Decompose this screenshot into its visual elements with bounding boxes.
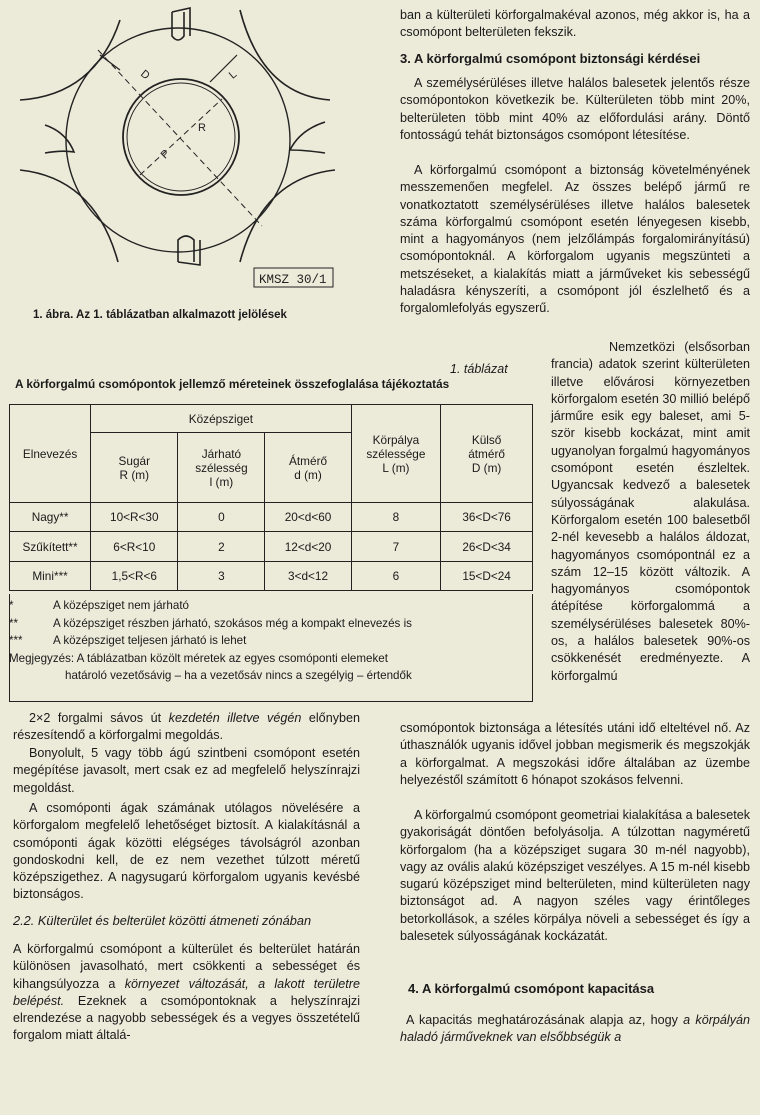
right-p3-wide: csomópontok biztonsága a létesítés utáni idő elteltével nő. Az úthasználók ugyanis idővel jobban megismerik és megszokják a körforgalmat. A megszokási időre általában az üzembe helyezéstől számított 6 hónapot szokásos felvenni. <box>400 721 750 787</box>
table-title: A körforgalmú csomópontok jellemző méreteinek összefoglalása tájékoztatás <box>15 377 450 391</box>
header-outer: Külső átmérő D (m) <box>441 405 533 503</box>
right-p1: A személysérüléses illetve halálos balesetek jelentős része csomópontokon következik be. Külterületen több mint 20%, belterületen több mint 40% az előfordulási arány. Döntő fontosságú tehát biztonságos csomópont létesítése. <box>400 76 750 142</box>
header-island: Középsziget <box>91 405 352 433</box>
section-2-2-heading: 2.2. Külterület és belterület közötti átmeneti zónában <box>13 913 312 928</box>
dimensions-table <box>9 404 533 591</box>
section-3-heading: 3. A körforgalmú csomópont biztonsági kérdései <box>400 51 701 66</box>
table-notes: * A középsziget nem járható ** A középsziget részben járható, szokásos még a kompakt elnevezés is *** A középsziget teljesen járható is lehet Megjegyzés: A táblázatban közölt méretek az egyes csomóponti elemeket határoló vezetősávig – ha a vezetősáv nincs a szegélyig – értendők <box>9 599 412 682</box>
left-p1: 2×2 forgalmi sávos út kezdetén illetve végén előnyben részesítendő a körforgalmi megoldás. <box>13 711 361 743</box>
header-lane: Körpálya szélessége L (m) <box>351 405 441 503</box>
left-p3: A csomóponti ágak számának utólagos növelésére a körforgalom megfelelő lehetőséget biztosít. A kialakításnál a csomóponti ágak közötti elégséges távolságról azonban gondoskodni kell, de ez nem vezethet túlzott méretű középszigethez. A nagysugarú körforgalom ugyanis kevésbé biztonságos. <box>13 801 360 902</box>
table-number: 1. táblázat <box>450 362 508 376</box>
table-row: Nagy** 10<R<30 0 20<d<60 8 36<D<76 <box>10 503 533 532</box>
label-d: D <box>138 67 152 83</box>
roundabout-figure <box>0 0 345 295</box>
right-p0: ban a külterületi körforgalmakéval azonos, még akkor is, ha a csomópont belterületen fekszik. <box>400 8 750 40</box>
label-l: L <box>226 68 240 82</box>
figure-caption: 1. ábra. Az 1. táblázatban alkalmazott jelölések <box>33 309 287 321</box>
right-p2: A körforgalmú csomópont a biztonság követelményének messzemenően megfelel. Az összes belépő jármű re vonatkoztatott személysérüléses illetve halálos balesetek száma körforgalmú csomópont esetén lényegesen kisebb, mint a hagyományos (nem jelzőlámpás forgalomirányítású) csomópontoknál. A körforgalom ugyanis megszünteti a metszéseket, a kialakítás miatt a járműveket kis sebességű haladásra kényszeríti, a csomópont jól észlelhető és a forgalomlefolyás egyszerű. <box>400 163 750 316</box>
header-diameter: Átmérő d (m) <box>265 433 351 503</box>
header-width: Járható szélesség l (m) <box>178 433 265 503</box>
left-p2: Bonyolult, 5 vagy több ágú szintbeni csomópont esetén megépítése javasolt, mert csak ez ad megfelelő helyszínrajzi megoldást. <box>13 746 360 795</box>
header-radius: Sugár R (m) <box>91 433 178 503</box>
figure-stamp: KMSZ 30/1 <box>259 273 327 287</box>
table-row: Szűkített** 6<R<10 2 12<d<20 7 26<D<34 <box>10 532 533 562</box>
right-p4: A körforgalmú csomópont geometriai kialakítása a balesetek gyakoriságát döntően befolyásolja. A túlzottan nagyméretű körforgalom (ha a középsziget sugara 30 m-nél nagyobb), vagy az ovális alakú középsziget veszélyes. A 15 m-nél kisebb sugarú középsziget mind belterületen, mind külterületen nagy biztonságot ad. A nagyon széles vagy érintőleges betorkollások, a széles körpálya növeli a sebességet és így a balesetek súlyosságának kockázatát. <box>400 808 751 944</box>
left-p4: A körforgalmú csomópont a külterület és belterület határán különösen javasolható, mert csökkenti a sebességet és kihangsúlyozza a környezet változását, a lakott területre belépést. Ezeknek a csomópontoknak a helyszínrajzi elrendezése a nagyobb sebességek és a vegyes összetételű forgalom miatt általá- <box>13 942 360 1043</box>
right-p5: A kapacitás meghatározásának alapja az, hogy a körpályán haladó járműveknek van elsőbbségük a <box>400 1013 750 1045</box>
table-row: Mini*** 1,5<R<6 3 3<d<12 6 15<D<24 <box>10 562 533 591</box>
label-p: P <box>158 147 173 162</box>
label-r: R <box>198 122 206 134</box>
right-p3-narrow: Nemzetközi (elsősorban francia) adatok szerint külterületen illetve elővárosi környezetben körforgalom esetén 30 millió belépő járműre esik egy baleset, ami 5-ször kisebb kockázat, mint amit ugyanolyan forgalmú hagyományos csomópont esetén észleltek. Ugyancsak kedvező a balesetek súlyosságának alakulása. Körforgalom esetén 100 balesetből 2-nél kevesebb a halálos áldozat, hagyományos csomópontnál ez a szám 12–15 között változik. A hagyományos csomópontok átépítése körforgalommá a személysérüléses balesetek 80%-os, a halálos balesetek 90%-os csökkenését eredményezte. A körforgalmú <box>551 340 750 683</box>
section-4-heading: 4. A körforgalmú csomópont kapacitása <box>408 981 655 996</box>
header-name: Elnevezés <box>10 405 91 503</box>
